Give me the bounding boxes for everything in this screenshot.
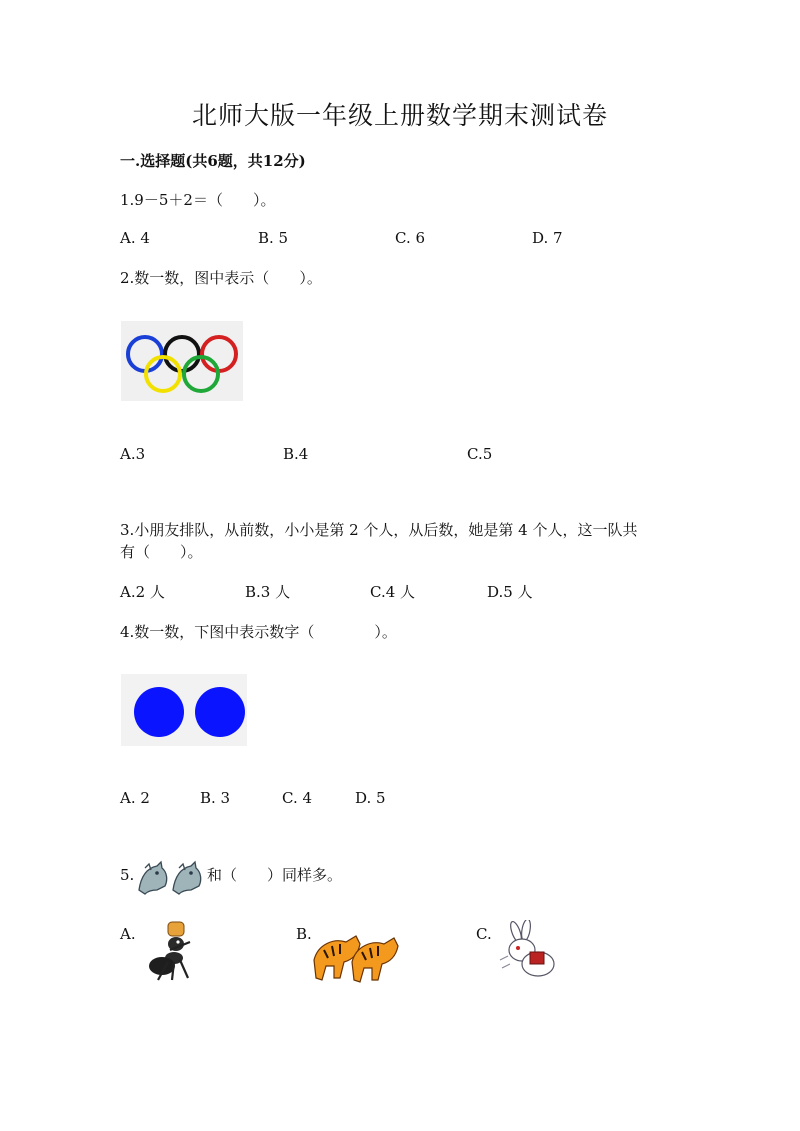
q5-option-b[interactable]: B. xyxy=(296,925,312,943)
q3-option-d[interactable]: D.5 人 xyxy=(487,583,533,601)
question-3-line-1: 3.小朋友排队，从前数，小小是第 2 个人，从后数，她是第 4 个人，这一队共 xyxy=(120,521,638,539)
ant-icon xyxy=(140,918,210,984)
q1-option-d[interactable]: D. 7 xyxy=(532,229,563,247)
q3-option-b[interactable]: B.3 人 xyxy=(245,583,291,601)
page-title: 北师大版一年级上册数学期末测试卷 xyxy=(191,101,608,130)
q5-option-c[interactable]: C. xyxy=(476,925,492,943)
question-3-line-2: 有（ ）。 xyxy=(120,543,203,561)
olympic-rings-image xyxy=(121,321,243,401)
q5-option-a[interactable]: A. xyxy=(120,925,136,943)
q2-option-c[interactable]: C.5 xyxy=(467,445,493,463)
question-5-text: 和（ ）同样多。 xyxy=(207,866,343,884)
q3-option-a[interactable]: A.2 人 xyxy=(120,583,165,601)
q4-option-a[interactable]: A. 2 xyxy=(120,789,150,807)
q1-option-a[interactable]: A. 4 xyxy=(120,229,150,247)
blue-dots-image xyxy=(121,674,247,746)
q1-option-b[interactable]: B. 5 xyxy=(258,229,289,247)
question-4: 4.数一数，下图中表示数字（ ）。 xyxy=(120,623,397,641)
q4-option-b[interactable]: B. 3 xyxy=(200,789,231,807)
question-2: 2.数一数，图中表示（ ）。 xyxy=(120,269,322,287)
two-blue-circles-icon xyxy=(121,674,247,746)
tigers-icon xyxy=(310,920,402,984)
q4-option-c[interactable]: C. 4 xyxy=(282,789,313,807)
q1-option-c[interactable]: C. 6 xyxy=(395,229,426,247)
olympic-rings-icon xyxy=(121,321,243,401)
section-heading: 一.选择题(共6题，共12分) xyxy=(120,152,306,170)
rabbit-icon xyxy=(494,920,564,982)
horse-heads-icon xyxy=(135,860,205,896)
q4-option-d[interactable]: D. 5 xyxy=(355,789,386,807)
q2-option-a[interactable]: A.3 xyxy=(120,445,146,463)
question-5-number: 5. xyxy=(120,866,135,884)
question-1: 1.9－5＋2＝（ ）。 xyxy=(120,191,276,209)
q2-option-b[interactable]: B.4 xyxy=(283,445,309,463)
q3-option-c[interactable]: C.4 人 xyxy=(370,583,416,601)
